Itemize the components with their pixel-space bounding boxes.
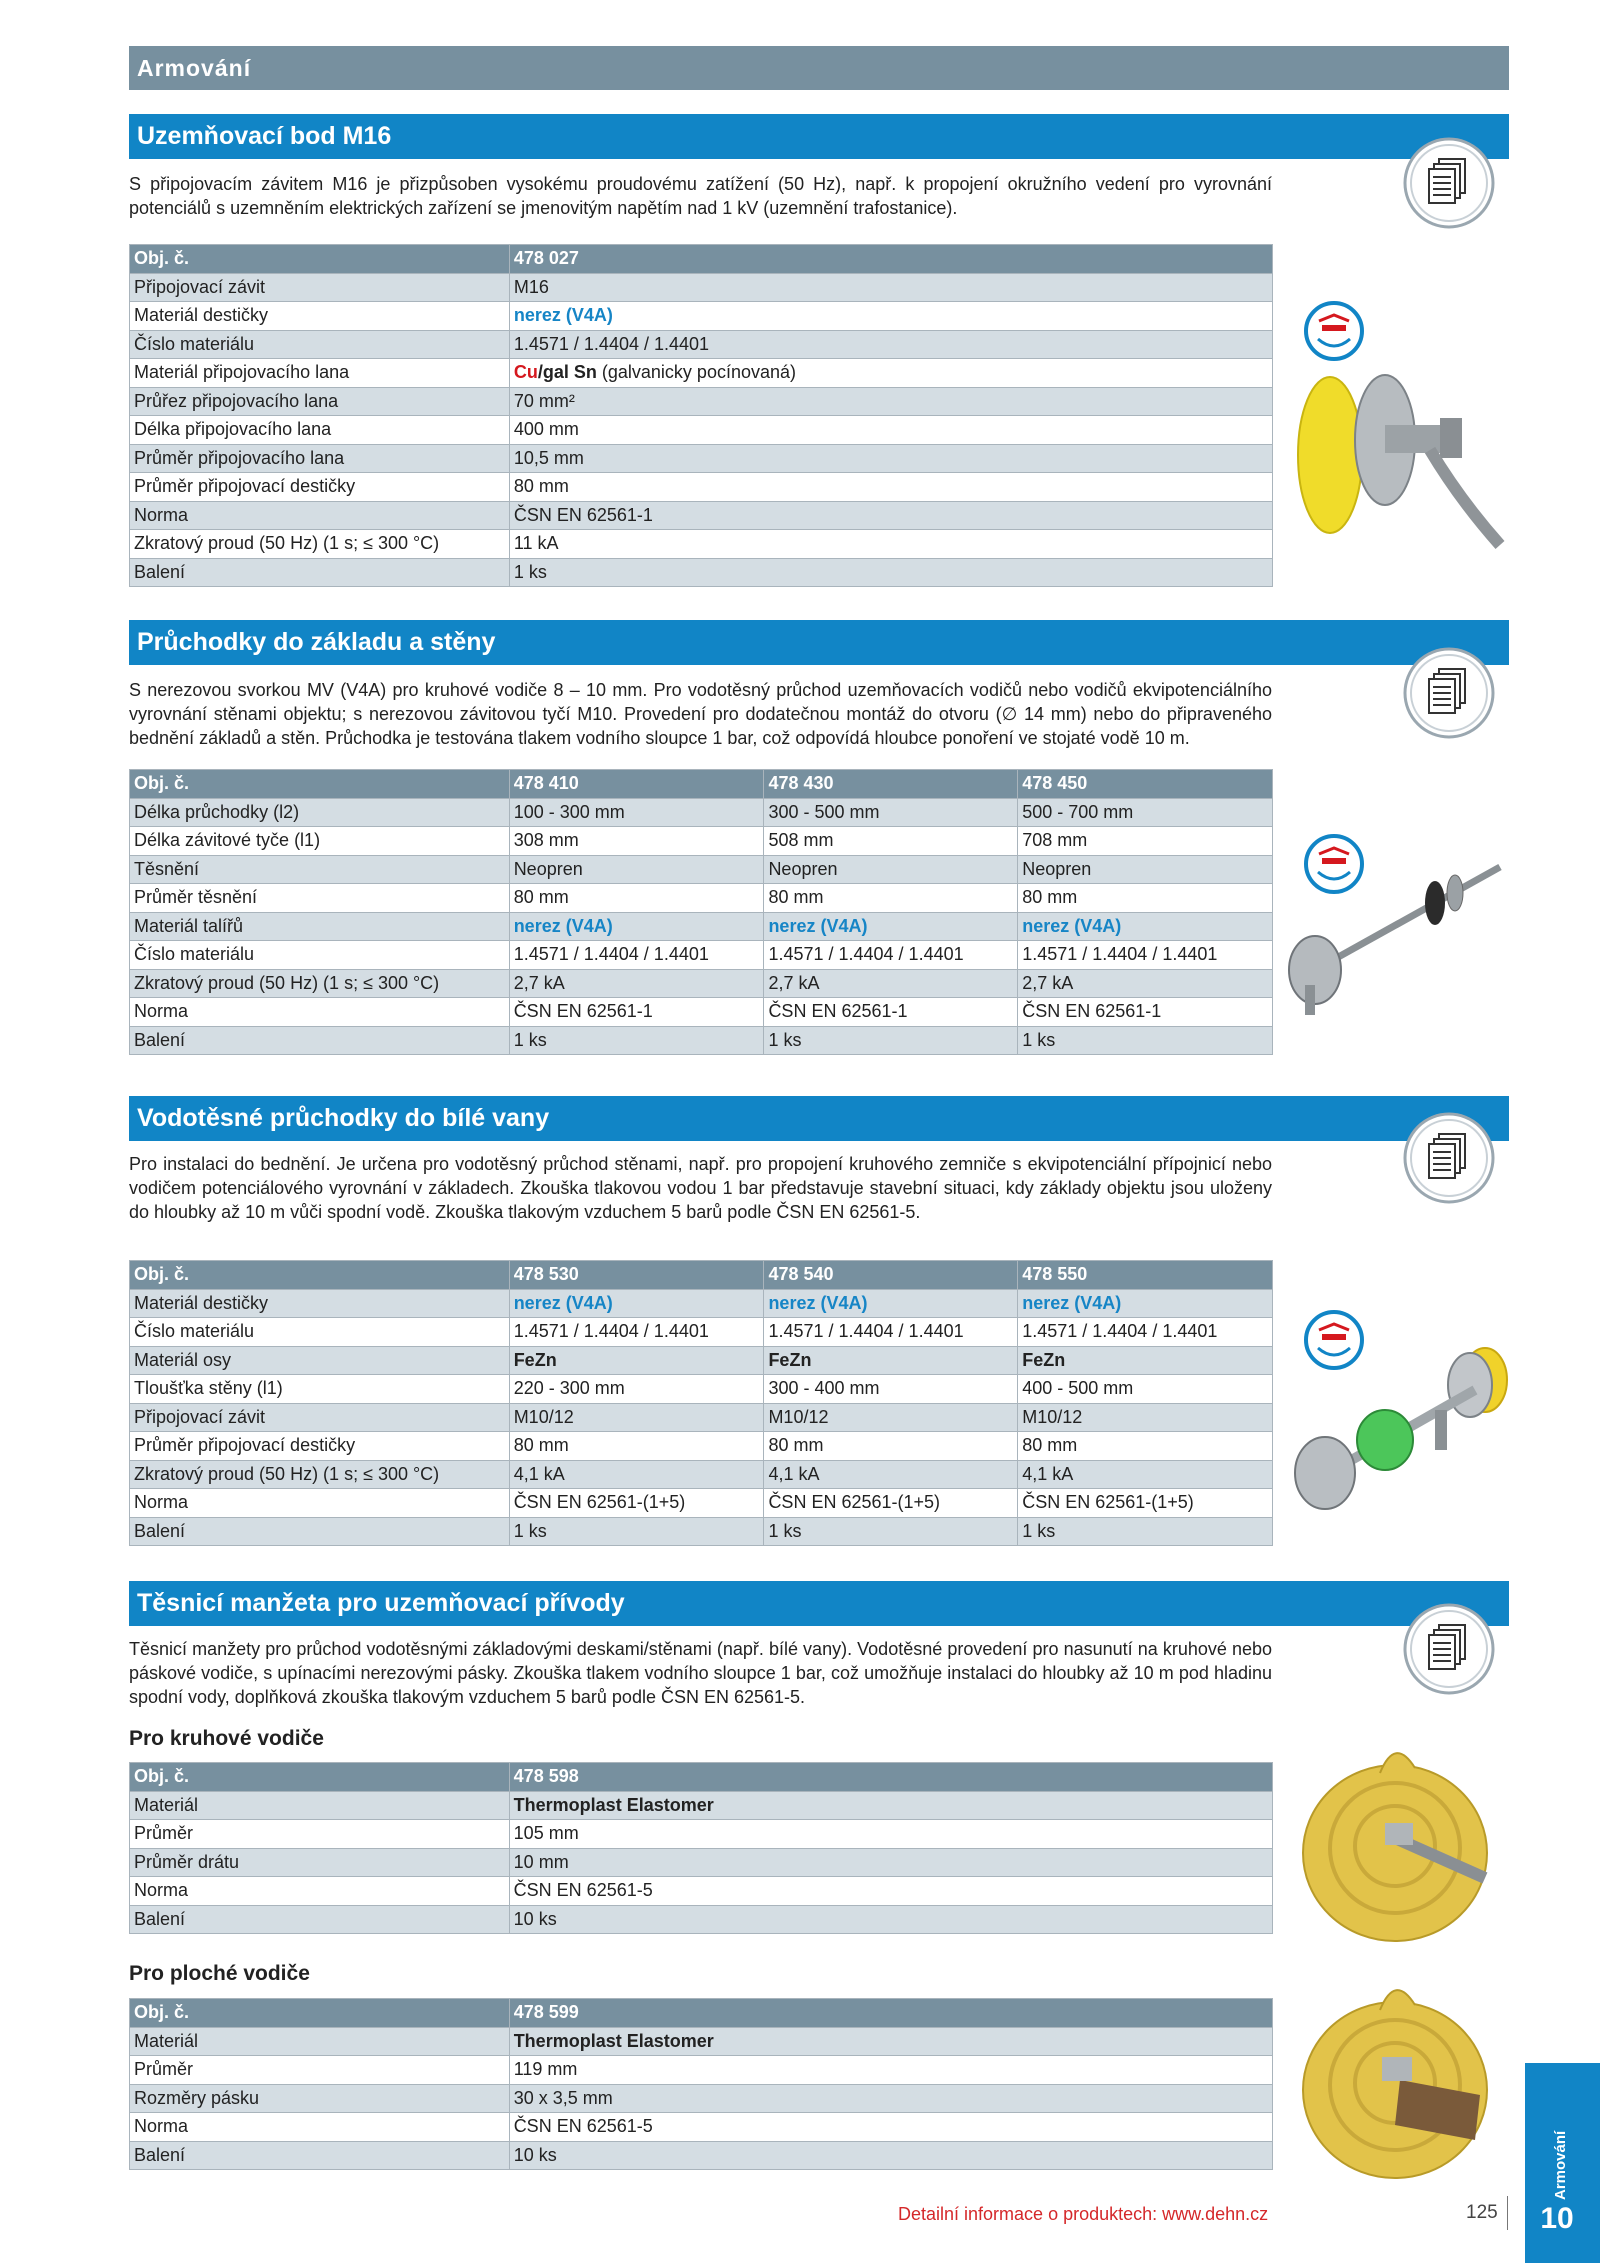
row-value: 1 ks bbox=[764, 1517, 1018, 1546]
wall-bushing-photo bbox=[1285, 855, 1515, 1020]
row-value: FeZn bbox=[509, 1346, 764, 1375]
row-label: Materiál bbox=[130, 2027, 510, 2056]
row-value: 105 mm bbox=[509, 1820, 1272, 1849]
spec-table-watertight-bushing bbox=[129, 1260, 1273, 1546]
chapter-header: Armování bbox=[129, 46, 1509, 90]
row-value: ČSN EN 62561-1 bbox=[509, 501, 1272, 530]
row-value: 1.4571 / 1.4404 / 1.4401 bbox=[509, 1318, 764, 1347]
table-header-row bbox=[130, 770, 1273, 799]
row-value: 1 ks bbox=[1018, 1517, 1273, 1546]
row-label: Norma bbox=[130, 998, 510, 1027]
row-value: 80 mm bbox=[509, 884, 764, 913]
sealing-collar-round-photo bbox=[1300, 1728, 1500, 1943]
row-label: Zkratový proud (50 Hz) (1 s; ≤ 300 °C) bbox=[130, 530, 510, 559]
row-value: 10 mm bbox=[509, 1848, 1272, 1877]
row-value: ČSN EN 62561-(1+5) bbox=[764, 1489, 1018, 1518]
row-value: ČSN EN 62561-(1+5) bbox=[509, 1489, 764, 1518]
sealing-collar-flat-photo bbox=[1300, 1965, 1500, 2180]
table-header-row bbox=[130, 1999, 1273, 2028]
row-value: ČSN EN 62561-5 bbox=[509, 2113, 1272, 2142]
row-value: 1 ks bbox=[1018, 1026, 1273, 1055]
row-label: Průměr bbox=[130, 2056, 510, 2085]
row-value: 500 - 700 mm bbox=[1018, 798, 1273, 827]
table-row bbox=[130, 359, 1273, 388]
row-label: Číslo materiálu bbox=[130, 1318, 510, 1347]
row-value: ČSN EN 62561-5 bbox=[509, 1877, 1272, 1906]
table-row bbox=[130, 969, 1273, 998]
table-row bbox=[130, 1517, 1273, 1546]
row-value: nerez (V4A) bbox=[509, 302, 1272, 331]
row-label: Průměr těsnění bbox=[130, 884, 510, 913]
watertight-bushing-photo bbox=[1285, 1345, 1515, 1520]
table-row bbox=[130, 387, 1273, 416]
tested-badge-icon bbox=[1304, 301, 1364, 361]
row-label: Materiál bbox=[130, 1791, 510, 1820]
row-value: 70 mm² bbox=[509, 387, 1272, 416]
table-row bbox=[130, 1026, 1273, 1055]
table-row bbox=[130, 1375, 1273, 1404]
table-row bbox=[130, 855, 1273, 884]
table-row bbox=[130, 1489, 1273, 1518]
header-cell-label: Obj. č. bbox=[130, 245, 510, 274]
row-label: Norma bbox=[130, 1489, 510, 1518]
subheading-flat-conductors: Pro ploché vodiče bbox=[129, 1962, 310, 1985]
spec-table-ground-point bbox=[129, 244, 1273, 587]
document-stack-icon[interactable] bbox=[1403, 647, 1495, 739]
row-value: 4,1 kA bbox=[764, 1460, 1018, 1489]
table-header-row bbox=[130, 245, 1273, 274]
table-row bbox=[130, 1791, 1273, 1820]
footer-divider bbox=[1507, 2196, 1508, 2230]
row-label: Balení bbox=[130, 558, 510, 587]
chapter-tab-number: 10 bbox=[1540, 2202, 1574, 2235]
table-row bbox=[130, 1346, 1273, 1375]
row-value: nerez (V4A) bbox=[1018, 1289, 1273, 1318]
table-row bbox=[130, 558, 1273, 587]
row-value: Thermoplast Elastomer bbox=[509, 1791, 1272, 1820]
row-value: nerez (V4A) bbox=[509, 912, 764, 941]
row-label: Balení bbox=[130, 1517, 510, 1546]
row-value: 1.4571 / 1.4404 / 1.4401 bbox=[764, 941, 1018, 970]
row-label: Délka připojovacího lana bbox=[130, 416, 510, 445]
row-value: 400 - 500 mm bbox=[1018, 1375, 1273, 1404]
row-value: M10/12 bbox=[509, 1403, 764, 1432]
table-row bbox=[130, 827, 1273, 856]
row-value: 220 - 300 mm bbox=[509, 1375, 764, 1404]
row-label: Balení bbox=[130, 1026, 510, 1055]
row-label: Číslo materiálu bbox=[130, 941, 510, 970]
row-label: Průměr bbox=[130, 1820, 510, 1849]
table-header-row bbox=[130, 1763, 1273, 1792]
table-row bbox=[130, 416, 1273, 445]
row-value: nerez (V4A) bbox=[509, 1289, 764, 1318]
row-value: ČSN EN 62561-1 bbox=[509, 998, 764, 1027]
row-value: 308 mm bbox=[509, 827, 764, 856]
table-row bbox=[130, 2056, 1273, 2085]
subheading-round-conductors: Pro kruhové vodiče bbox=[129, 1727, 324, 1750]
header-cell-article-number: 478 530 bbox=[509, 1261, 764, 1290]
table-row bbox=[130, 473, 1273, 502]
table-row bbox=[130, 1905, 1273, 1934]
row-value: 80 mm bbox=[764, 884, 1018, 913]
section-title-sealing-collar: Těsnicí manžeta pro uzemňovací přívody bbox=[129, 1581, 1509, 1626]
row-label: Průměr připojovací destičky bbox=[130, 473, 510, 502]
row-value: 100 - 300 mm bbox=[509, 798, 764, 827]
row-value: ČSN EN 62561-(1+5) bbox=[1018, 1489, 1273, 1518]
row-value: 10 ks bbox=[509, 2141, 1272, 2170]
ground-point-m16-photo bbox=[1290, 370, 1510, 550]
row-value: nerez (V4A) bbox=[764, 912, 1018, 941]
row-value: 30 x 3,5 mm bbox=[509, 2084, 1272, 2113]
value-part: (galvanicky pocínovaná) bbox=[596, 362, 796, 383]
chapter-tab-label-text: Armování bbox=[1552, 2130, 1569, 2200]
row-value: 1 ks bbox=[509, 558, 1272, 587]
row-label: Délka závitové tyče (l1) bbox=[130, 827, 510, 856]
row-label: Materiál připojovacího lana bbox=[130, 359, 510, 388]
table-row bbox=[130, 444, 1273, 473]
table-header-row bbox=[130, 1261, 1273, 1290]
table-row bbox=[130, 1848, 1273, 1877]
row-value: M10/12 bbox=[1018, 1403, 1273, 1432]
section-title-wall-bushing: Průchodky do základu a stěny bbox=[129, 620, 1509, 665]
row-value: 300 - 400 mm bbox=[764, 1375, 1018, 1404]
row-label: Průměr drátu bbox=[130, 1848, 510, 1877]
row-label: Materiál destičky bbox=[130, 1289, 510, 1318]
section-title-ground-point: Uzemňovací bod M16 bbox=[129, 114, 1509, 159]
row-label: Délka průchodky (l2) bbox=[130, 798, 510, 827]
row-value bbox=[509, 359, 1272, 388]
row-value: 2,7 kA bbox=[509, 969, 764, 998]
row-value: ČSN EN 62561-1 bbox=[1018, 998, 1273, 1027]
row-value: Thermoplast Elastomer bbox=[509, 2027, 1272, 2056]
table-row bbox=[130, 912, 1273, 941]
row-value: 10,5 mm bbox=[509, 444, 1272, 473]
header-cell-article-number: 478 027 bbox=[509, 245, 1272, 274]
row-label: Materiál osy bbox=[130, 1346, 510, 1375]
row-label: Připojovací závit bbox=[130, 1403, 510, 1432]
section-title-watertight-bushing: Vodotěsné průchodky do bílé vany bbox=[129, 1096, 1509, 1141]
value-part: Cu bbox=[513, 362, 538, 383]
section-description-sealing-collar: Těsnicí manžety pro průchod vodotěsnými základovými deskami/stěnami (např. bílé vany). Vodotěsné provedení pro nasunutí na kruhové nebo páskové vodiče, s upínacími nerezovými pásky. Zkouška tlakem vodního sloupce 1 bar, což umožňuje instalaci do hloubky až 10 m pod hladinu spodní vody, doplňková zkouška tlakovým vzduchem 5 barů podle ČSN EN 62561-5. bbox=[129, 1639, 1272, 1707]
header-cell-label: Obj. č. bbox=[130, 1261, 510, 1290]
row-value: 708 mm bbox=[1018, 827, 1273, 856]
chapter-tab-label bbox=[1546, 2088, 1572, 2203]
document-stack-icon[interactable] bbox=[1403, 1112, 1495, 1204]
row-label: Připojovací závit bbox=[130, 273, 510, 302]
spec-table-collar-flat bbox=[129, 1998, 1273, 2170]
row-value: 4,1 kA bbox=[1018, 1460, 1273, 1489]
row-value: 11 kA bbox=[509, 530, 1272, 559]
table-row bbox=[130, 1460, 1273, 1489]
document-stack-icon[interactable] bbox=[1403, 1603, 1495, 1695]
row-value: Neopren bbox=[509, 855, 764, 884]
row-value: 2,7 kA bbox=[764, 969, 1018, 998]
row-value: 119 mm bbox=[509, 2056, 1272, 2085]
row-value: 2,7 kA bbox=[1018, 969, 1273, 998]
table-row bbox=[130, 302, 1273, 331]
row-label: Rozměry pásku bbox=[130, 2084, 510, 2113]
spec-table-wall-bushing bbox=[129, 769, 1273, 1055]
row-value: Neopren bbox=[764, 855, 1018, 884]
table-row bbox=[130, 1877, 1273, 1906]
table-row bbox=[130, 1432, 1273, 1461]
row-value: 80 mm bbox=[1018, 884, 1273, 913]
row-value: 1 ks bbox=[764, 1026, 1018, 1055]
row-label: Materiál talířů bbox=[130, 912, 510, 941]
row-value: 508 mm bbox=[764, 827, 1018, 856]
table-row bbox=[130, 2084, 1273, 2113]
row-value: 80 mm bbox=[509, 1432, 764, 1461]
table-row bbox=[130, 1820, 1273, 1849]
header-cell-article-number: 478 599 bbox=[509, 1999, 1272, 2028]
header-cell-article-number: 478 450 bbox=[1018, 770, 1273, 799]
row-value: 80 mm bbox=[509, 473, 1272, 502]
table-row bbox=[130, 2113, 1273, 2142]
table-row bbox=[130, 501, 1273, 530]
table-row bbox=[130, 998, 1273, 1027]
table-row bbox=[130, 1318, 1273, 1347]
row-label: Těsnění bbox=[130, 855, 510, 884]
table-row bbox=[130, 330, 1273, 359]
row-label: Norma bbox=[130, 1877, 510, 1906]
row-value: 400 mm bbox=[509, 416, 1272, 445]
row-value: FeZn bbox=[764, 1346, 1018, 1375]
header-cell-label: Obj. č. bbox=[130, 1999, 510, 2028]
row-value: 1.4571 / 1.4404 / 1.4401 bbox=[764, 1318, 1018, 1347]
header-cell-label: Obj. č. bbox=[130, 770, 510, 799]
table-row bbox=[130, 1289, 1273, 1318]
row-value: 1 ks bbox=[509, 1517, 764, 1546]
table-row bbox=[130, 798, 1273, 827]
row-label: Balení bbox=[130, 2141, 510, 2170]
header-cell-article-number: 478 430 bbox=[764, 770, 1018, 799]
row-value: ČSN EN 62561-1 bbox=[764, 998, 1018, 1027]
row-value: M10/12 bbox=[764, 1403, 1018, 1432]
row-label: Zkratový proud (50 Hz) (1 s; ≤ 300 °C) bbox=[130, 1460, 510, 1489]
header-cell-article-number: 478 540 bbox=[764, 1261, 1018, 1290]
row-value: 1.4571 / 1.4404 / 1.4401 bbox=[1018, 1318, 1273, 1347]
table-row bbox=[130, 2027, 1273, 2056]
row-value: 1.4571 / 1.4404 / 1.4401 bbox=[1018, 941, 1273, 970]
header-cell-article-number: 478 550 bbox=[1018, 1261, 1273, 1290]
row-value: 1 ks bbox=[509, 1026, 764, 1055]
table-row bbox=[130, 884, 1273, 913]
section-description-watertight-bushing: Pro instalaci do bednění. Je určena pro vodotěsný průchod stěnami, např. pro propojení kruhového zemniče s ekvipotenciální přípojnicí nebo vodičem potenciálového vyrovnání v základech. Zkouška tlakovou vodou 1 bar představuje stavební situaci, kdy základy objektu jsou uloženy do hloubky až 10 m vůči spodní vodě. Zkouška tlakovým vzduchem 5 barů podle ČSN EN 62561-5. bbox=[129, 1154, 1272, 1222]
document-stack-icon[interactable] bbox=[1403, 137, 1495, 229]
row-value: 300 - 500 mm bbox=[764, 798, 1018, 827]
table-row bbox=[130, 941, 1273, 970]
row-label: Průřez připojovacího lana bbox=[130, 387, 510, 416]
table-row bbox=[130, 273, 1273, 302]
row-value: FeZn bbox=[1018, 1346, 1273, 1375]
header-cell-label: Obj. č. bbox=[130, 1763, 510, 1792]
value-part: / bbox=[537, 362, 543, 383]
row-label: Zkratový proud (50 Hz) (1 s; ≤ 300 °C) bbox=[130, 969, 510, 998]
table-row bbox=[130, 1403, 1273, 1432]
spec-table-collar-round bbox=[129, 1762, 1273, 1934]
table-row bbox=[130, 530, 1273, 559]
row-label: Číslo materiálu bbox=[130, 330, 510, 359]
header-cell-article-number: 478 598 bbox=[509, 1763, 1272, 1792]
row-label: Norma bbox=[130, 501, 510, 530]
row-label: Tloušťka stěny (l1) bbox=[130, 1375, 510, 1404]
row-value: nerez (V4A) bbox=[1018, 912, 1273, 941]
row-value: nerez (V4A) bbox=[764, 1289, 1018, 1318]
row-value: 80 mm bbox=[1018, 1432, 1273, 1461]
row-value: 80 mm bbox=[764, 1432, 1018, 1461]
row-label: Průměr připojovacího lana bbox=[130, 444, 510, 473]
header-cell-article-number: 478 410 bbox=[509, 770, 764, 799]
section-description-ground-point: S připojovacím závitem M16 je přizpůsoben vysokému proudovému zatížení (50 Hz), např. k propojení okružního vedení pro vyrovnání potenciálů s uzemněním elektrických zařízení se jmenovitým napětím nad 1 kV (uzemnění trafostanice). bbox=[129, 174, 1272, 218]
row-value: M16 bbox=[509, 273, 1272, 302]
row-label: Materiál destičky bbox=[130, 302, 510, 331]
row-label: Balení bbox=[130, 1905, 510, 1934]
row-value: 1.4571 / 1.4404 / 1.4401 bbox=[509, 941, 764, 970]
row-value: 4,1 kA bbox=[509, 1460, 764, 1489]
page-number: 125 bbox=[1466, 2202, 1498, 2223]
row-label: Norma bbox=[130, 2113, 510, 2142]
row-value: 10 ks bbox=[509, 1905, 1272, 1934]
value-part: gal Sn bbox=[542, 362, 597, 383]
row-value: 1.4571 / 1.4404 / 1.4401 bbox=[509, 330, 1272, 359]
row-value: Neopren bbox=[1018, 855, 1273, 884]
product-info-link[interactable]: Detailní informace o produktech: www.dehn.cz bbox=[898, 2204, 1269, 2224]
row-label: Průměr připojovací destičky bbox=[130, 1432, 510, 1461]
section-description-wall-bushing: S nerezovou svorkou MV (V4A) pro kruhové vodiče 8 – 10 mm. Pro vodotěsný průchod uzemňovacích vodičů nebo vodičů ekvipotenciálního vyrovnání stěnami objektu; s nerezovou závitovou tyčí M10. Provedení pro dodatečnou montáž do otvoru (∅ 14 mm) nebo do připraveného bednění základů a stěn. Průchodka je testována tlakem vodního sloupce 1 bar, což odpovídá hloubce ponoření ve stojaté vodě 10 m. bbox=[129, 680, 1272, 748]
table-row bbox=[130, 2141, 1273, 2170]
